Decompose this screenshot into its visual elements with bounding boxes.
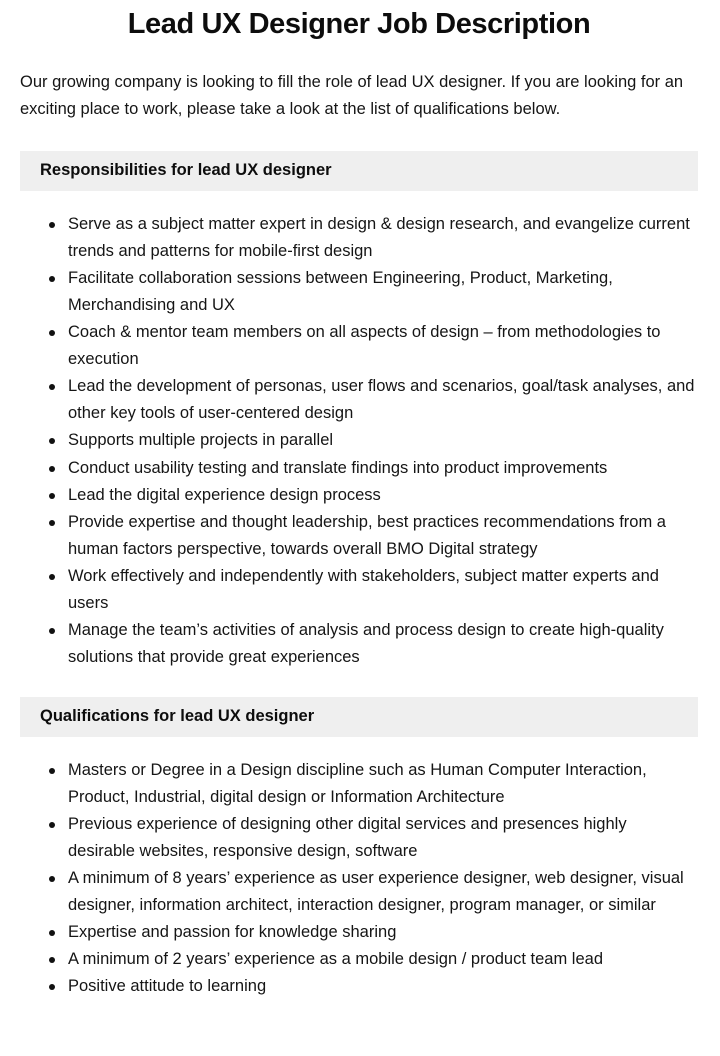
list-item: Serve as a subject matter expert in design & design research, and evangelize current trends and patterns for mobile-first design	[66, 211, 698, 265]
list-item: Provide expertise and thought leadership, best practices recommendations from a human factors perspective, towards overall BMO Digital strategy	[66, 509, 698, 563]
section-heading-qualifications: Qualifications for lead UX designer	[20, 697, 698, 737]
responsibilities-list	[20, 211, 698, 671]
page-title: Lead UX Designer Job Description	[127, 8, 591, 40]
list-item: Work effectively and independently with stakeholders, subject matter experts and users	[66, 563, 698, 617]
list-item: Masters or Degree in a Design discipline such as Human Computer Interaction, Product, Industrial, digital design or Information Architecture	[66, 757, 698, 811]
list-item: Lead the digital experience design process	[66, 482, 698, 509]
list-item: Facilitate collaboration sessions between Engineering, Product, Marketing, Merchandising and UX	[66, 265, 698, 319]
list-item: Positive attitude to learning	[66, 973, 698, 1000]
list-item: A minimum of 8 years’ experience as user experience designer, web designer, visual designer, information architect, interaction designer, program manager, or similar	[66, 865, 698, 919]
qualifications-list	[20, 757, 698, 1000]
list-item: Lead the development of personas, user flows and scenarios, goal/task analyses, and other key tools of user-centered design	[66, 373, 698, 427]
list-item: Supports multiple projects in parallel	[66, 427, 698, 454]
list-item: Expertise and passion for knowledge sharing	[66, 919, 698, 946]
list-item: Previous experience of designing other digital services and presences highly desirable websites, responsive design, software	[66, 811, 698, 865]
list-item: A minimum of 2 years’ experience as a mobile design / product team lead	[66, 946, 698, 973]
list-item: Conduct usability testing and translate findings into product improvements	[66, 455, 698, 482]
intro-paragraph: Our growing company is looking to fill the role of lead UX designer. If you are looking for an exciting place to work, please take a look at the list of qualifications below.	[20, 73, 684, 119]
section-heading-responsibilities: Responsibilities for lead UX designer	[20, 151, 698, 191]
list-item: Manage the team’s activities of analysis and process design to create high-quality solutions that provide great experiences	[66, 617, 698, 671]
list-item: Coach & mentor team members on all aspects of design – from methodologies to execution	[66, 319, 698, 373]
